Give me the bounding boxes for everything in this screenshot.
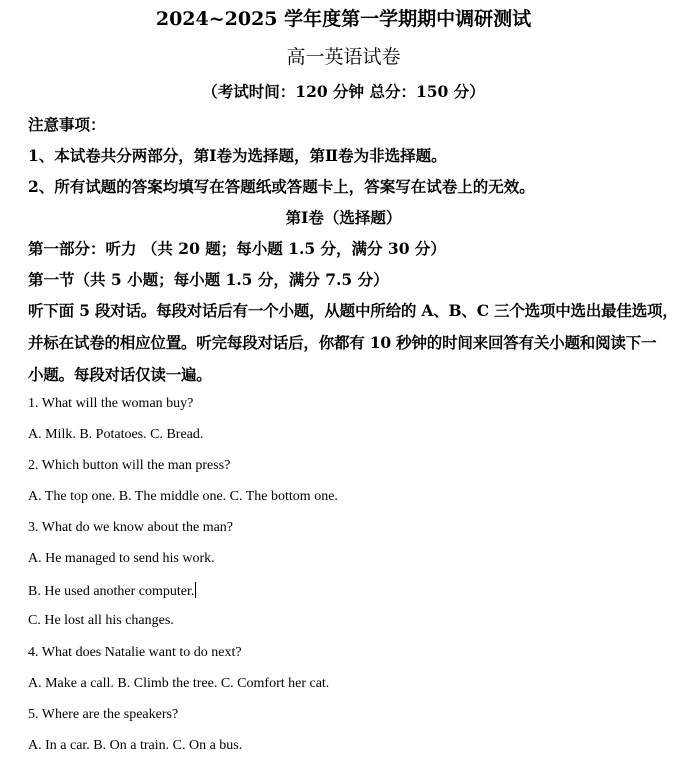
question-5-options: A. In a car. B. On a train. C. On a bus. <box>28 738 243 753</box>
question-3-stem: 3. What do we know about the man? <box>28 520 234 535</box>
part1-title: 第一部分：听力 （共 20 题；每小题 1.5 分，满分 30 分） <box>28 239 446 258</box>
question-3-option-a: A. He managed to send his work. <box>28 551 215 566</box>
question-3-option-c: C. He lost all his changes. <box>28 613 174 628</box>
question-1-options: A. Milk. B. Potatoes. C. Bread. <box>28 427 204 442</box>
exam-info: （考试时间：120 分钟 总分：150 分） <box>202 82 485 101</box>
exam-subtitle: 高一英语试卷 <box>286 46 401 68</box>
question-2-options: A. The top one. B. The middle one. C. The bottom one. <box>28 489 338 504</box>
notes-heading: 注意事项： <box>28 115 106 134</box>
exam-title: 2024~2025 学年度第一学期期中调研测试 <box>155 8 532 30</box>
question-2-stem: 2. Which button will the man press? <box>28 458 231 473</box>
note-item-1: 1、本试卷共分两部分，第Ⅰ卷为选择题，第Ⅱ卷为非选择题。 <box>28 146 447 165</box>
question-3-option-b: B. He used another computer. <box>28 584 195 599</box>
note-item-2: 2、所有试题的答案均填写在答题纸或答题卡上，答案写在试卷上的无效。 <box>28 177 535 196</box>
instruction-line-1: 听下面 5 段对话。每段对话后有一个小题，从题中所给的 A、B、C 三个选项中选出最佳选项， <box>28 301 678 320</box>
section1-title: 第一节（共 5 小题；每小题 1.5 分，满分 7.5 分） <box>28 270 389 289</box>
question-3-option-b-row <box>28 582 196 600</box>
question-4-stem: 4. What does Natalie want to do next? <box>28 645 242 660</box>
question-5-stem: 5. Where are the speakers? <box>28 707 179 722</box>
instruction-line-3: 小题。每段对话仅读一遍。 <box>28 365 212 384</box>
question-4-options: A. Make a call. B. Climb the tree. C. Comfort her cat. <box>28 676 330 691</box>
question-1-stem: 1. What will the woman buy? <box>28 396 194 411</box>
volume-title: 第Ⅰ卷（选择题） <box>285 208 402 227</box>
instruction-line-2: 并标在试卷的相应位置。听完每段对话后，你都有 10 秒钟的时间来回答有关小题和阅读下一 <box>28 333 657 352</box>
text-cursor <box>195 582 196 598</box>
